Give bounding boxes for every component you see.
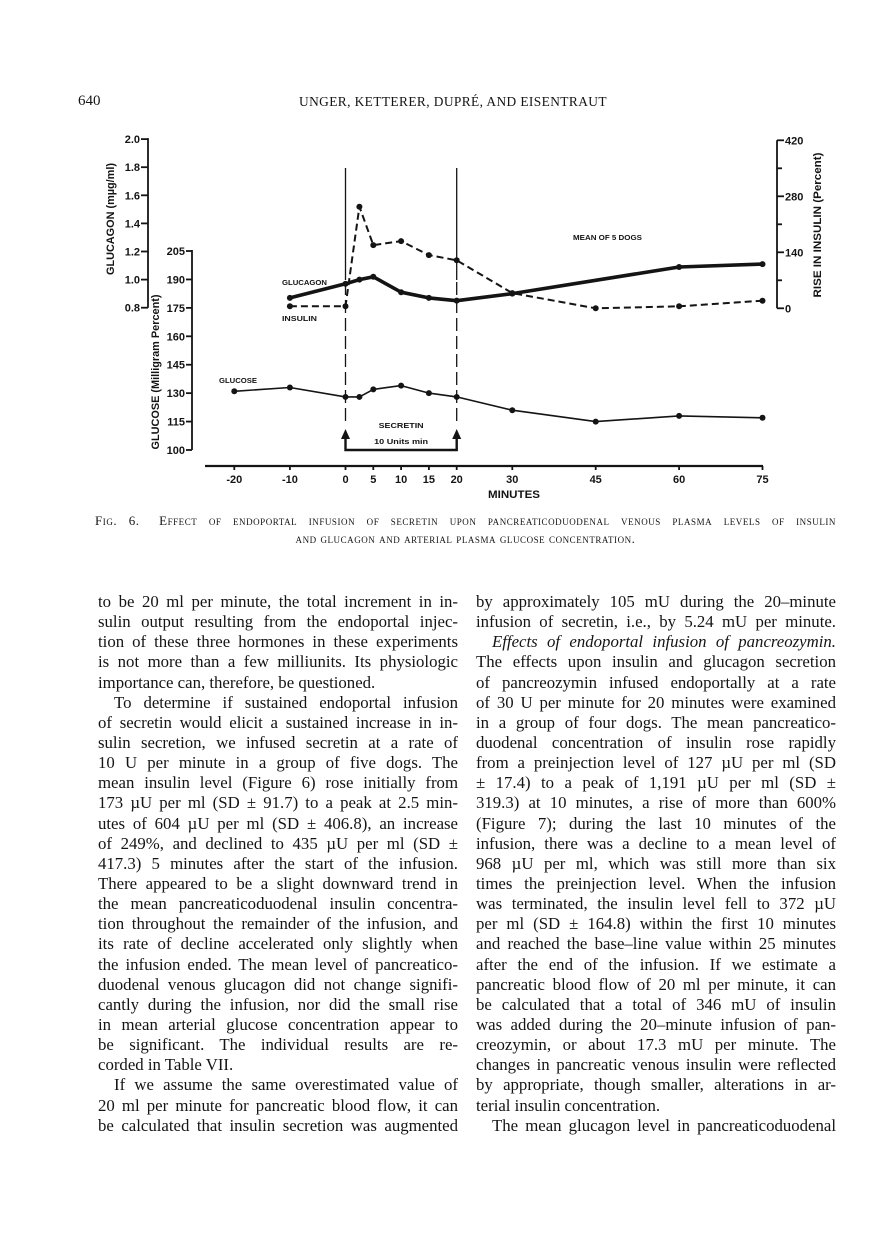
text-line: be calculated that insulin secretion was augmented	[98, 1115, 458, 1135]
insulin-axis	[777, 135, 824, 315]
figure-caption-text: Effect of endoportal infusion of secretin upon pancreaticoduodenal venous plasma levels of insulin	[159, 513, 836, 528]
series-glucagon	[282, 261, 766, 304]
text-line: in mean arterial glucose concentration appear to	[98, 1014, 458, 1034]
text-line: of 30 U per minute for 20 minutes were examined	[476, 692, 836, 712]
text-line: is not more than a few milliunits. Its physiologic	[98, 652, 458, 672]
glucose-axis	[150, 246, 192, 457]
data-point	[343, 281, 349, 287]
glucose-series-label: GLUCOSE	[219, 376, 257, 385]
x-tick-label: 45	[589, 474, 602, 486]
text-line: 10 U per minute in a group of five dogs. The	[98, 753, 458, 773]
figure-6-chart	[0, 0, 890, 510]
data-point	[593, 419, 599, 425]
glucagon-tick-label: 0.8	[124, 302, 140, 315]
text-line: duodenal concentration of insulin rose rapidly	[476, 732, 836, 752]
text-line: cantly during the infusion, nor did the small rise	[98, 994, 458, 1014]
data-point	[370, 386, 376, 392]
figure-caption-line-1	[95, 513, 836, 529]
text-line: by appropriate, though smaller, alterations in ar-	[476, 1075, 836, 1095]
data-point	[356, 277, 362, 283]
data-point	[398, 289, 404, 295]
text-line: 417.3) 5 minutes after the start of the infusion.	[98, 853, 458, 873]
data-point	[509, 407, 515, 413]
glucose-tick-label: 115	[167, 416, 185, 429]
insulin-tick-label: 140	[785, 247, 804, 260]
text-line: mean insulin level (Figure 6) rose initially from	[98, 773, 458, 793]
data-point	[593, 305, 599, 311]
text-line: Effects of endoportal infusion of pancreozymin.	[492, 632, 836, 652]
glucagon-tick-label: 2.0	[124, 134, 140, 147]
text-line: to be 20 ml per minute, the total increment in in-	[98, 592, 458, 611]
text-line: of secretin would elicit a sustained increase in in-	[98, 712, 458, 732]
data-point	[760, 261, 766, 267]
figure-caption-line-2: and glucagon and arterial plasma glucose concentration.	[295, 531, 636, 546]
text-line: terial insulin concentration.	[476, 1095, 661, 1115]
x-tick-label: 60	[672, 474, 686, 486]
x-axis	[205, 466, 769, 501]
data-point	[343, 303, 349, 309]
running-title: UNGER, KETTERER, DUPRÉ, AND EISENTRAUT	[299, 94, 607, 109]
data-point	[676, 413, 682, 419]
page-number: 640	[78, 93, 101, 109]
glucose-axis-title: GLUCOSE (Milligram Percent)	[150, 293, 162, 450]
data-point	[426, 390, 432, 396]
text-line: of 249%, and declined to 435 µU per ml (SD ±	[98, 833, 458, 853]
text-line: the infusion ended. The mean level of pancreatico-	[98, 954, 458, 974]
text-line: tion of these three hormones in these experiments	[98, 632, 458, 652]
glucagon-series-label: GLUCAGON	[282, 278, 327, 287]
text-line: The effects upon insulin and glucagon secretion	[476, 652, 836, 672]
x-tick-label: -10	[281, 474, 298, 486]
data-point	[287, 295, 293, 301]
text-line: creozymin, or about 17.3 mU per minute. The	[476, 1035, 836, 1055]
series-insulin	[282, 204, 766, 323]
left-text-column	[98, 592, 458, 1136]
data-point	[676, 303, 682, 309]
secretin-label: SECRETIN	[378, 421, 424, 430]
insulin-tick-label: 420	[785, 135, 804, 148]
text-line: sulin output resulting from the endoportal injec-	[98, 612, 458, 632]
data-point	[370, 274, 376, 280]
text-line: There appeared to be a slight downward trend in	[98, 873, 458, 893]
text-line: duodenal venous glucagon did not change signifi-	[98, 974, 458, 994]
text-line: The mean glucagon level in pancreaticoduodenal	[492, 1115, 836, 1135]
right-text-column	[476, 592, 836, 1136]
glucagon-tick-label: 1.0	[124, 274, 140, 287]
text-line: of pancreozymin infused endoportally at a rate	[476, 672, 836, 692]
x-tick-label: 15	[422, 474, 436, 486]
glucagon-tick-label: 1.2	[124, 246, 140, 259]
text-line: be calculated that a total of 346 mU of insulin	[476, 994, 836, 1014]
insulin-tick-label: 280	[785, 191, 804, 204]
data-point	[454, 394, 460, 400]
text-line: in a group of four dogs. The mean pancreatico-	[476, 712, 836, 732]
text-line: 20 ml per minute for pancreatic blood flow, it can	[98, 1095, 458, 1115]
glucose-tick-label: 160	[166, 331, 185, 344]
text-line: changes in pancreatic venous insulin were reflected	[476, 1055, 836, 1075]
data-point	[426, 295, 432, 301]
x-axis-title: MINUTES	[488, 489, 540, 501]
glucagon-tick-label: 1.8	[124, 162, 140, 175]
text-line: its rate of decline accelerated only slightly when	[98, 934, 458, 954]
data-point	[356, 394, 362, 400]
glucose-tick-label: 205	[166, 246, 185, 259]
text-line: from a preinjection level of 127 µU per ml (SD	[476, 753, 836, 773]
data-point	[356, 204, 362, 210]
text-line: sulin secretion, we infused secretin at a rate of	[98, 732, 458, 752]
text-line: infusion, there was a decline to a mean level of	[476, 833, 836, 853]
text-line: by approximately 105 mU during the 20–minute	[476, 592, 836, 611]
mean-of-dogs-annotation: MEAN OF 5 DOGS	[573, 233, 642, 242]
glucose-tick-label: 175	[166, 302, 185, 315]
text-line: was terminated, the insulin level fell to 372 µU	[476, 894, 836, 914]
text-line: after the end of the infusion. If we estimate a	[476, 954, 836, 974]
secretin-rate-label: 10 Units min	[374, 437, 429, 446]
data-point	[676, 264, 682, 270]
arrow-up-icon	[341, 429, 350, 439]
data-point	[454, 257, 460, 263]
x-tick-label: 30	[506, 474, 519, 486]
data-point	[398, 383, 404, 389]
text-line: was added during the 20–minute infusion of pan-	[476, 1014, 836, 1034]
text-line: 968 µU per ml, which was still more than six	[476, 853, 836, 873]
text-line: tion throughout the remainder of the infusion, and	[98, 914, 458, 934]
glucagon-tick-label: 1.6	[124, 190, 140, 203]
data-point	[343, 394, 349, 400]
glucose-tick-label: 100	[166, 445, 185, 457]
insulin-series-label: INSULIN	[282, 314, 317, 323]
x-tick-label: 0	[342, 474, 349, 486]
glucose-line	[234, 386, 762, 422]
text-line: If we assume the same overestimated value of	[114, 1075, 458, 1095]
insulin-axis-title: RISE IN INSULIN (Percent)	[812, 159, 824, 298]
data-point	[760, 415, 766, 421]
x-tick-label: 20	[450, 474, 463, 486]
text-line: 319.3) at 10 minutes, a rise of more than 600%	[476, 793, 836, 813]
text-line: the mean pancreaticoduodenal insulin concentra-	[98, 894, 458, 914]
arrow-up-icon	[452, 429, 461, 439]
text-line: pancreatic blood flow of 20 ml per minute, it can	[476, 974, 836, 994]
figure-label: Fig. 6.	[95, 513, 140, 528]
text-line: 173 µU per ml (SD ± 91.7) to a peak at 2.5 min-	[98, 793, 458, 813]
glucagon-axis	[105, 134, 148, 315]
data-point	[509, 290, 515, 296]
series-glucose	[219, 376, 766, 425]
glucose-tick-label: 190	[166, 274, 185, 287]
text-line: To determine if sustained endoportal infusion	[114, 692, 458, 712]
text-line: ± 17.4) to a peak of 1,191 µU per ml (SD ±	[476, 773, 836, 793]
data-point	[760, 298, 766, 304]
text-line: be significant. The individual results are re-	[98, 1035, 458, 1055]
data-point	[231, 388, 237, 394]
data-point	[370, 242, 376, 248]
data-point	[287, 303, 293, 309]
data-point	[287, 384, 293, 390]
x-tick-label: 10	[394, 474, 408, 486]
glucagon-axis-title: GLUCAGON (mµg/ml)	[105, 161, 117, 275]
insulin-tick-label: 0	[785, 303, 792, 316]
text-line: times the preinjection level. When the infusion	[476, 873, 836, 893]
data-point	[426, 252, 432, 258]
data-point	[454, 298, 460, 304]
text-line: and reached the base–line value within 25 minutes	[476, 934, 836, 954]
glucose-tick-label: 130	[166, 388, 185, 401]
data-point	[398, 238, 404, 244]
glucagon-tick-label: 1.4	[124, 218, 140, 231]
text-line: per ml (SD ± 164.8) within the first 10 minutes	[476, 914, 836, 934]
text-line: infusion of secretin, i.e., by 5.24 mU per minute.	[476, 612, 836, 632]
text-line: (Figure 7); during the last 10 minutes of the	[476, 813, 836, 833]
text-line: utes of 604 µU per ml (SD ± 406.8), an increase	[98, 813, 458, 833]
x-tick-label: 75	[756, 474, 769, 486]
secretin-infusion-bracket	[341, 421, 461, 450]
x-tick-label: 5	[370, 474, 377, 486]
text-line: corded in Table VII.	[98, 1055, 234, 1075]
text-line: importance can, therefore, be questioned.	[98, 672, 376, 692]
glucose-tick-label: 145	[166, 359, 185, 372]
x-tick-label: -20	[226, 474, 243, 486]
